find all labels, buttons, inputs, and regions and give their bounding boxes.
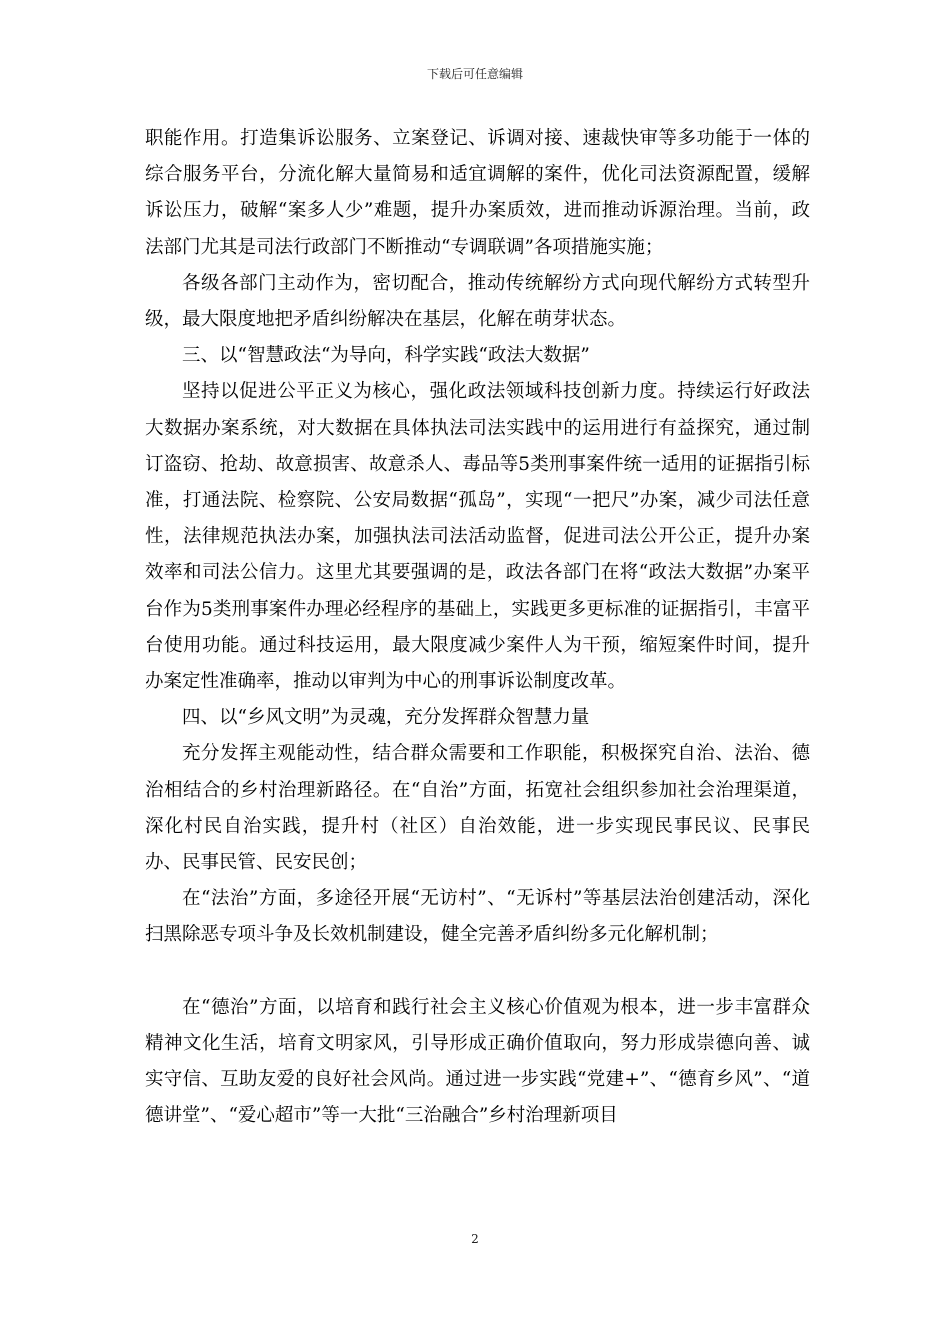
page-header: 下载后可任意编辑 xyxy=(426,67,523,81)
blank-line xyxy=(145,954,810,990)
paragraph-3: 坚持以促进公平正义为核心，强化政法领域科技创新力度。持续运行好政法大数据办案系统，对大数据在具体执法司法实践中的运用进行有益探究，通过制订盗窃、抢劫、故意损害、故意杀人、毒品等5类刑事案件统一适用的证据指引标准，打通法院、检察院、公安局数据“孤岛”，实现“一把尺”办案，减少司法任意性，法律规范执法办案，加强执法司法活动监督，促进司法公开公正，提升办案效率和司法公信力。这里尤其要强调的是，政法各部门在将“政法大数据”办案平台作为5类刑事案件办理必经程序的基础上，实践更多更标准的证据指引，丰富平台使用功能。通过科技运用，最大限度减少案件人为干预，缩短案件时间，提升办案定性准确率，推动以审判为中心的刑事诉讼制度改革。 xyxy=(145,381,810,693)
document-body xyxy=(145,121,810,1135)
section-heading-4: 四、以“乡风文明”为灵魂，充分发挥群众智慧力量 xyxy=(182,707,590,729)
paragraph-2: 各级各部门主动作为，密切配合，推动传统解纷方式向现代解纷方式转型升级，最大限度地把矛盾纠纷解决在基层，化解在萌芽状态。 xyxy=(145,272,810,331)
paragraph-1: 职能作用。打造集诉讼服务、立案登记、诉调对接、速裁快审等多功能于一体的综合服务平台，分流化解大量简易和适宜调解的案件，优化司法资源配置，缓解诉讼压力，破解“案多人少”难题，提升办案质效，进而推动诉源治理。当前，政法部门尤其是司法行政部门不断推动“专调联调”各项措施实施； xyxy=(145,128,810,258)
paragraph-4: 充分发挥主观能动性，结合群众需要和工作职能，积极探究自治、法治、德治相结合的乡村治理新路径。在“自治”方面，拓宽社会组织参加社会治理渠道，深化村民自治实践，提升村（社区）自治效能，进一步实现民事民议、民事民办、民事民管、民安民创； xyxy=(145,743,810,874)
paragraph-5: 在“法治”方面，多途径开展“无访村”、“无诉村”等基层法治创建活动，深化扫黑除恶专项斗争及长效机制建设，健全完善矛盾纠纷多元化解机制； xyxy=(145,888,810,946)
section-heading-3: 三、以“智慧政法“为导向，科学实践“政法大数据” xyxy=(182,345,590,367)
page-number: 2 xyxy=(471,1232,479,1246)
paragraph-6: 在“德治”方面，以培育和践行社会主义核心价值观为根本，进一步丰富群众精神文化生活，培育文明家风，引导形成正确价值取向，努力形成崇德向善、诚实守信、互助友爱的良好社会风尚。通过进一步实践“党建+”、“德育乡风”、“道德讲堂”、“爱心超市”等一大批“三治融合”乡村治理新项目 xyxy=(145,996,810,1127)
